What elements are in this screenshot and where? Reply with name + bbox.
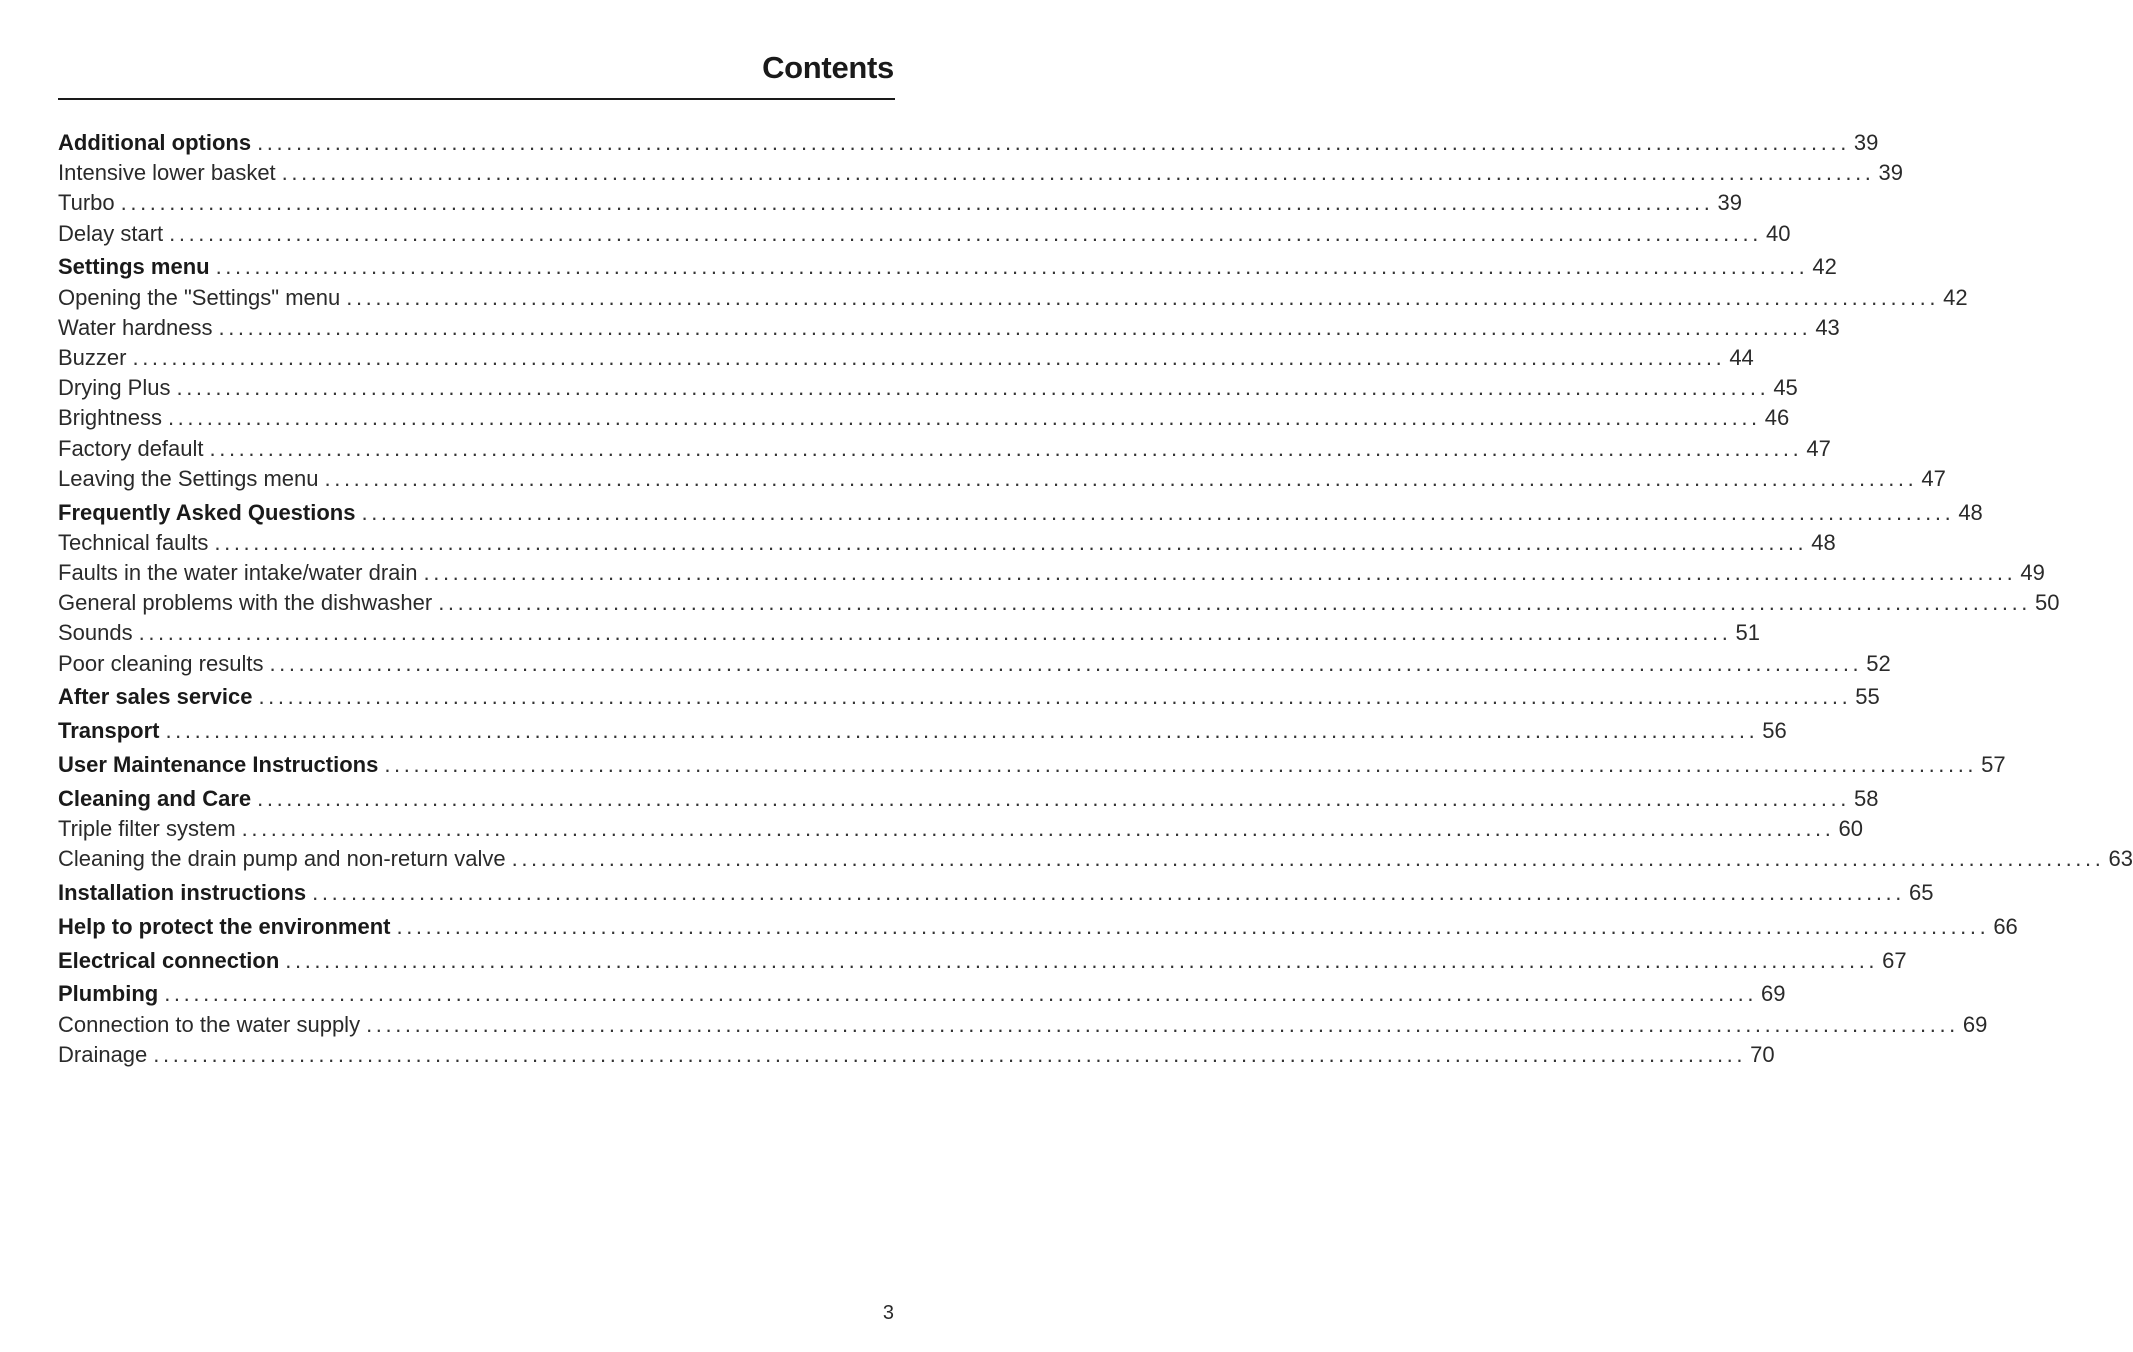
toc-entry-label: Additional options: [58, 130, 252, 155]
toc-entry: [58, 649, 1891, 679]
toc-entry-label: Triple filter system: [58, 816, 236, 842]
page-title: Contents: [762, 50, 894, 85]
toc-entry-label: General problems with the dishwasher: [58, 590, 433, 616]
dot-leader: ....................................................................................................................................................................: [215, 254, 1809, 280]
toc-entry-page: 58: [1853, 785, 1879, 811]
dot-leader: ....................................................................................................................................................................: [167, 405, 1761, 431]
toc-entry-page: 48: [1811, 529, 1836, 555]
dot-leader: ....................................................................................................................................................................: [241, 816, 1835, 842]
toc-entry-page: 44: [1729, 345, 1754, 371]
dot-leader: ....................................................................................................................................................................: [120, 190, 1714, 216]
toc-entry: [58, 814, 1863, 844]
toc-entry-label: Buzzer: [58, 345, 127, 371]
toc-entry-label: Installation instructions: [58, 880, 307, 906]
table-of-contents: [58, 128, 2133, 1070]
toc-entry: [58, 558, 2045, 588]
dot-leader: ....................................................................................................................................................................: [209, 435, 1803, 461]
toc-entry: [58, 750, 2006, 780]
dot-leader: ....................................................................................................................................................................: [165, 718, 1759, 744]
dot-leader: ....................................................................................................................................................................: [176, 375, 1770, 401]
dot-leader: ....................................................................................................................................................................: [218, 314, 1812, 340]
dot-leader: ....................................................................................................................................................................: [366, 1011, 1959, 1037]
toc-entry-page: 57: [1981, 752, 2006, 778]
toc-entry: [58, 373, 1798, 403]
toc-entry-label: Delay start: [58, 220, 164, 246]
dot-leader: ....................................................................................................................................................................: [361, 499, 1955, 525]
toc-entry-label: Water hardness: [58, 314, 213, 340]
toc-entry-label: Faults in the water intake/water drain: [58, 560, 418, 586]
toc-entry-page: 39: [1717, 190, 1742, 216]
toc-entry-label: Turbo: [58, 190, 115, 216]
dot-leader: ....................................................................................................................................................................: [169, 220, 1762, 246]
toc-entry: [58, 588, 2060, 618]
toc-entry: [58, 844, 2133, 874]
toc-entry-label: Transport: [58, 718, 160, 744]
toc-entry: [58, 528, 1836, 558]
toc-entry-label: Settings menu: [58, 254, 210, 280]
toc-entry-label: Poor cleaning results: [58, 650, 264, 676]
page-number: 3: [882, 1302, 894, 1324]
toc-entry-label: Brightness: [58, 405, 162, 431]
toc-entry-page: 45: [1773, 375, 1798, 401]
toc-entry-page: 43: [1815, 314, 1840, 340]
toc-entry-page: 49: [2020, 560, 2045, 586]
toc-entry-label: Factory default: [58, 435, 204, 461]
toc-entry-page: 52: [1866, 650, 1891, 676]
toc-entry-page: 40: [1765, 220, 1791, 246]
toc-entry-page: 69: [1761, 981, 1786, 1007]
toc-entry-label: Frequently Asked Questions: [58, 499, 356, 525]
toc-entry-label: Cleaning and Care: [58, 785, 252, 811]
toc-entry: [58, 464, 1946, 494]
toc-entry-label: Opening the "Settings" menu: [58, 284, 341, 310]
toc-entry: [58, 403, 1790, 433]
dot-leader: ....................................................................................................................................................................: [164, 981, 1758, 1007]
toc-entry-page: 70: [1750, 1041, 1775, 1067]
dot-leader: ....................................................................................................................................................................: [312, 880, 1905, 906]
toc-entry: [58, 252, 1837, 282]
toc-entry: [58, 784, 1879, 814]
toc-entry-page: 63: [2108, 846, 2133, 872]
toc-entry-label: Technical faults: [58, 529, 209, 555]
toc-entry-label: Drainage: [58, 1041, 148, 1067]
toc-entry: [58, 283, 1968, 313]
toc-entry: [58, 946, 1907, 976]
toc-entry-label: Sounds: [58, 620, 133, 646]
toc-entry-label: Electrical connection: [58, 947, 280, 973]
toc-entry-label: After sales service: [58, 684, 253, 710]
dot-leader: ....................................................................................................................................................................: [384, 752, 1978, 778]
toc-entry: [58, 313, 1840, 343]
dot-leader: ....................................................................................................................................................................: [423, 560, 2017, 586]
toc-entry-page: 47: [1921, 465, 1946, 491]
toc-entry-page: 55: [1855, 684, 1880, 710]
dot-leader: ....................................................................................................................................................................: [257, 130, 1850, 155]
toc-entry: [58, 618, 1760, 648]
dot-leader: ....................................................................................................................................................................: [258, 684, 1852, 710]
toc-entry: [58, 343, 1754, 373]
dot-leader: ....................................................................................................................................................................: [132, 345, 1726, 371]
toc-entry-page: 65: [1908, 880, 1934, 906]
toc-entry-label: Leaving the Settings menu: [58, 465, 319, 491]
dot-leader: ....................................................................................................................................................................: [138, 620, 1732, 646]
toc-entry-page: 67: [1882, 947, 1907, 973]
toc-entry-label: User Maintenance Instructions: [58, 752, 379, 778]
toc-entry-page: 51: [1735, 620, 1760, 646]
toc-entry-label: Connection to the water supply: [58, 1011, 361, 1037]
toc-entry: [58, 1010, 1988, 1040]
toc-entry-label: Help to protect the environment: [58, 913, 391, 939]
dot-leader: ....................................................................................................................................................................: [346, 284, 1940, 310]
toc-entry: [58, 979, 1786, 1009]
toc-entry: [58, 1040, 1775, 1070]
toc-entry: [58, 716, 1787, 746]
dot-leader: ....................................................................................................................................................................: [153, 1041, 1747, 1067]
toc-entry-page: 42: [1812, 254, 1837, 280]
toc-entry-label: Drying Plus: [58, 375, 171, 401]
dot-leader: ....................................................................................................................................................................: [285, 947, 1879, 973]
toc-entry: [58, 878, 1934, 908]
toc-entry-page: 60: [1838, 816, 1863, 842]
dot-leader: ....................................................................................................................................................................: [324, 465, 1918, 491]
toc-entry-page: 69: [1962, 1011, 1988, 1037]
toc-entry-page: 56: [1762, 718, 1787, 744]
toc-entry: [58, 219, 1791, 249]
toc-entry-page: 48: [1958, 499, 1983, 525]
dot-leader: ....................................................................................................................................................................: [214, 529, 1808, 555]
toc-entry: [58, 188, 1742, 218]
dot-leader: ....................................................................................................................................................................: [269, 650, 1863, 676]
toc-entry-label: Intensive lower basket: [58, 160, 276, 186]
toc-entry-page: 46: [1764, 405, 1790, 431]
title-divider: [58, 98, 895, 100]
toc-entry: [58, 498, 1983, 528]
toc-entry-page: 47: [1806, 435, 1831, 461]
dot-leader: ....................................................................................................................................................................: [396, 913, 1990, 939]
toc-entry: [58, 158, 1903, 188]
dot-leader: ....................................................................................................................................................................: [511, 846, 2105, 872]
dot-leader: ....................................................................................................................................................................: [438, 590, 2032, 616]
toc-entry: [58, 682, 1880, 712]
toc-entry-page: 39: [1853, 130, 1879, 155]
toc-entry: [58, 434, 1831, 464]
toc-entry-label: Cleaning the drain pump and non-return valve: [58, 846, 506, 872]
toc-entry-page: 39: [1878, 160, 1903, 186]
toc-entry: [58, 128, 1879, 158]
dot-leader: ....................................................................................................................................................................: [281, 160, 1875, 186]
dot-leader: ....................................................................................................................................................................: [257, 785, 1850, 811]
toc-entry-page: 66: [1993, 913, 2018, 939]
toc-entry-page: 50: [2035, 590, 2060, 616]
toc-entry-label: Plumbing: [58, 981, 159, 1007]
toc-entry: [58, 912, 2018, 942]
toc-entry-page: 42: [1943, 284, 1968, 310]
